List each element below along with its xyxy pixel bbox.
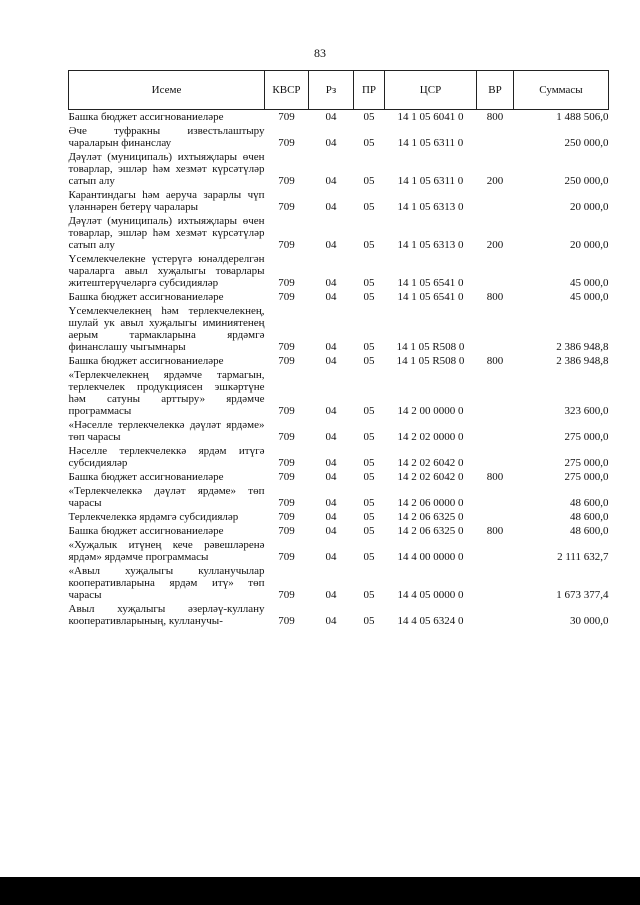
cell-csr: 14 1 05 R508 0 — [396, 355, 465, 367]
table-header-row — [69, 71, 609, 110]
cell-csr: 14 2 06 0000 0 — [397, 497, 464, 509]
table-row — [69, 564, 609, 602]
cell-name: Башка бюджет ассигнованиеләре — [68, 111, 224, 123]
cell-name: Терлекчелеккә ярдәмгә субсидияләр — [68, 511, 239, 523]
cell-pr: 05 — [363, 471, 375, 483]
cell-kvsr: 709 — [278, 405, 295, 417]
cell-rz: 04 — [325, 341, 337, 353]
cell-sum: 30 000,0 — [570, 615, 609, 627]
cell-sum: 2 386 948,8 — [556, 341, 609, 353]
table-row — [69, 470, 609, 484]
cell-kvsr: 709 — [278, 111, 295, 123]
cell-name: Башка бюджет ассигнованиеләре — [68, 291, 224, 303]
cell-pr: 05 — [363, 277, 375, 289]
cell-name: «Хуҗалык итүнең кече рәвешләренә ярдәм» ярдәмче программасы — [68, 539, 265, 563]
cell-vr — [477, 602, 514, 628]
header-sum: Суммасы — [514, 71, 609, 110]
cell-rz: 04 — [325, 457, 337, 469]
cell-vr — [477, 188, 514, 214]
table-row — [69, 150, 609, 188]
cell-sum: 250 000,0 — [564, 175, 609, 187]
cell-vr — [477, 418, 514, 444]
table-row — [69, 510, 609, 524]
budget-table — [68, 70, 609, 628]
table-row — [69, 304, 609, 354]
cell-name: Карантиндагы һәм аеруча зарарлы чүп үләннәрен бетерү чаралары — [68, 189, 265, 213]
table-row — [69, 110, 609, 125]
cell-sum: 48 600,0 — [570, 525, 609, 537]
cell-rz: 04 — [325, 551, 337, 563]
cell-kvsr: 709 — [278, 239, 295, 251]
cell-sum: 48 600,0 — [570, 497, 609, 509]
cell-sum: 1 673 377,4 — [556, 589, 609, 601]
table-row — [69, 418, 609, 444]
cell-pr: 05 — [363, 497, 375, 509]
cell-csr: 14 2 02 6042 0 — [397, 457, 464, 469]
cell-csr: 14 2 06 6325 0 — [397, 525, 464, 537]
header-rz: Рз — [309, 71, 354, 110]
table-row — [69, 484, 609, 510]
cell-kvsr: 709 — [278, 589, 295, 601]
cell-kvsr: 709 — [278, 277, 295, 289]
cell-csr: 14 1 05 R508 0 — [396, 341, 465, 353]
cell-kvsr: 709 — [278, 615, 295, 627]
table-row — [69, 252, 609, 290]
cell-csr: 14 1 05 6541 0 — [397, 291, 464, 303]
cell-pr: 05 — [363, 551, 375, 563]
cell-pr: 05 — [363, 615, 375, 627]
cell-name: Дәүләт (муниципаль) ихтыяҗлары өчен товарлар, эшләр һәм хезмәт күрсәтүләр сатып алу — [68, 151, 265, 187]
cell-csr: 14 4 00 0000 0 — [397, 551, 464, 563]
cell-csr: 14 4 05 0000 0 — [397, 589, 464, 601]
cell-vr — [477, 124, 514, 150]
cell-pr: 05 — [363, 405, 375, 417]
cell-kvsr: 709 — [278, 525, 295, 537]
header-kvsr: КВСР — [265, 71, 309, 110]
scan-bottom-edge — [0, 877, 640, 905]
table-row — [69, 368, 609, 418]
cell-rz: 04 — [325, 111, 337, 123]
cell-kvsr: 709 — [278, 137, 295, 149]
cell-sum: 20 000,0 — [570, 201, 609, 213]
cell-kvsr: 709 — [278, 471, 295, 483]
cell-csr: 14 1 05 6313 0 — [397, 201, 464, 213]
cell-csr: 14 1 05 6041 0 — [397, 111, 464, 123]
cell-rz: 04 — [325, 497, 337, 509]
cell-name: «Нәселле терлекчелеккә дәүләт ярдәме» төп чарасы — [68, 419, 265, 443]
cell-kvsr: 709 — [278, 355, 295, 367]
cell-rz: 04 — [325, 137, 337, 149]
header-name: Исеме — [69, 71, 265, 110]
cell-pr: 05 — [363, 355, 375, 367]
cell-name: Башка бюджет ассигнованиеләре — [68, 471, 224, 483]
cell-kvsr: 709 — [278, 457, 295, 469]
table-row — [69, 290, 609, 304]
cell-pr: 05 — [363, 239, 375, 251]
cell-vr — [477, 252, 514, 290]
cell-rz: 04 — [325, 589, 337, 601]
cell-pr: 05 — [363, 457, 375, 469]
table-row — [69, 602, 609, 628]
cell-name: Нәселле терлекчелеккә ярдәм итүгә субсидияләр — [68, 445, 265, 469]
cell-kvsr: 709 — [278, 291, 295, 303]
cell-name: Башка бюджет ассигнованиеләре — [68, 355, 224, 367]
cell-rz: 04 — [325, 615, 337, 627]
cell-kvsr: 709 — [278, 551, 295, 563]
table-row — [69, 538, 609, 564]
cell-kvsr: 709 — [278, 175, 295, 187]
cell-rz: 04 — [325, 525, 337, 537]
table-row — [69, 188, 609, 214]
cell-vr — [477, 304, 514, 354]
cell-pr: 05 — [363, 291, 375, 303]
cell-csr: 14 1 05 6311 0 — [397, 137, 464, 149]
cell-kvsr: 709 — [278, 341, 295, 353]
cell-vr: 800 — [486, 525, 504, 537]
cell-sum: 275 000,0 — [564, 457, 609, 469]
cell-sum: 1 488 506,0 — [556, 111, 609, 123]
cell-rz: 04 — [325, 239, 337, 251]
cell-vr: 800 — [486, 291, 504, 303]
cell-name: Авыл хуҗалыгы әзерләү-куллану кооперативларының, кулланучы- — [68, 603, 265, 627]
cell-pr: 05 — [363, 137, 375, 149]
cell-kvsr: 709 — [278, 511, 295, 523]
cell-rz: 04 — [325, 511, 337, 523]
cell-vr — [477, 510, 514, 524]
cell-pr: 05 — [363, 341, 375, 353]
cell-rz: 04 — [325, 355, 337, 367]
cell-vr: 200 — [486, 175, 504, 187]
cell-sum: 323 600,0 — [564, 405, 609, 417]
cell-vr — [477, 368, 514, 418]
cell-pr: 05 — [363, 525, 375, 537]
cell-csr: 14 1 05 6311 0 — [397, 175, 464, 187]
cell-vr: 800 — [486, 111, 504, 123]
cell-name: «Авыл хуҗалыгы кулланучылар кооперативларына ярдәм итү» төп чарасы — [68, 565, 265, 601]
cell-csr: 14 4 05 6324 0 — [397, 615, 464, 627]
cell-rz: 04 — [325, 277, 337, 289]
cell-name: Үсемлекчелекне үстерүгә юнәлдерелгән чараларга авыл хуҗалыгы товарлары житештерүчеләргә субсидияләр — [68, 253, 265, 289]
cell-sum: 45 000,0 — [570, 277, 609, 289]
cell-rz: 04 — [325, 175, 337, 187]
cell-sum: 2 111 632,7 — [557, 551, 609, 563]
header-vr: ВР — [477, 71, 514, 110]
cell-rz: 04 — [325, 291, 337, 303]
cell-name: Әче туфракны известьлаштыру чараларын финанслау — [68, 125, 265, 149]
cell-csr: 14 2 00 0000 0 — [397, 405, 464, 417]
cell-sum: 48 600,0 — [570, 511, 609, 523]
cell-sum: 2 386 948,8 — [556, 355, 609, 367]
header-pr: ПР — [354, 71, 385, 110]
cell-pr: 05 — [363, 111, 375, 123]
header-csr: ЦСР — [385, 71, 477, 110]
cell-csr: 14 2 06 6325 0 — [397, 511, 464, 523]
cell-name: Дәүләт (муниципаль) ихтыяҗлары өчен товарлар, эшләр һәм хезмәт күрсәтүләр сатып алу — [68, 215, 265, 251]
table-row — [69, 354, 609, 368]
cell-sum: 250 000,0 — [564, 137, 609, 149]
cell-csr: 14 1 05 6541 0 — [397, 277, 464, 289]
cell-vr: 200 — [486, 239, 504, 251]
cell-rz: 04 — [325, 471, 337, 483]
table-row — [69, 524, 609, 538]
table-row — [69, 124, 609, 150]
page-number: 83 — [314, 46, 326, 60]
cell-pr: 05 — [363, 511, 375, 523]
cell-csr: 14 2 02 0000 0 — [397, 431, 464, 443]
cell-pr: 05 — [363, 589, 375, 601]
cell-csr: 14 2 02 6042 0 — [397, 471, 464, 483]
cell-pr: 05 — [363, 175, 375, 187]
cell-sum: 275 000,0 — [564, 431, 609, 443]
cell-vr — [477, 538, 514, 564]
cell-csr: 14 1 05 6313 0 — [397, 239, 464, 251]
cell-name: Үсемлекчелекнең һәм терлекчелекнең, шулай ук авыл хуҗалыгы иминиятенең аерым тармакларына ярдәмгә финанслашу чыгымнары — [68, 305, 265, 353]
table-row — [69, 214, 609, 252]
table-row — [69, 444, 609, 470]
cell-kvsr: 709 — [278, 431, 295, 443]
cell-name: «Терлекчелекнең ярдәмче тармагын, терлекчелек продукциясен эшкәртүне һәм сатуны арттыру» ярдәмче программасы — [68, 369, 265, 417]
cell-sum: 275 000,0 — [564, 471, 609, 483]
cell-rz: 04 — [325, 431, 337, 443]
cell-kvsr: 709 — [278, 201, 295, 213]
cell-sum: 45 000,0 — [570, 291, 609, 303]
cell-pr: 05 — [363, 201, 375, 213]
cell-vr: 800 — [486, 471, 504, 483]
cell-rz: 04 — [325, 405, 337, 417]
cell-name: «Терлекчелеккә дәүләт ярдәме» төп чарасы — [68, 485, 265, 509]
cell-name: Башка бюджет ассигнованиеләре — [68, 525, 224, 537]
cell-vr — [477, 564, 514, 602]
cell-sum: 20 000,0 — [570, 239, 609, 251]
cell-vr — [477, 484, 514, 510]
cell-kvsr: 709 — [278, 497, 295, 509]
cell-vr — [477, 444, 514, 470]
cell-rz: 04 — [325, 201, 337, 213]
cell-vr: 800 — [486, 355, 504, 367]
cell-pr: 05 — [363, 431, 375, 443]
